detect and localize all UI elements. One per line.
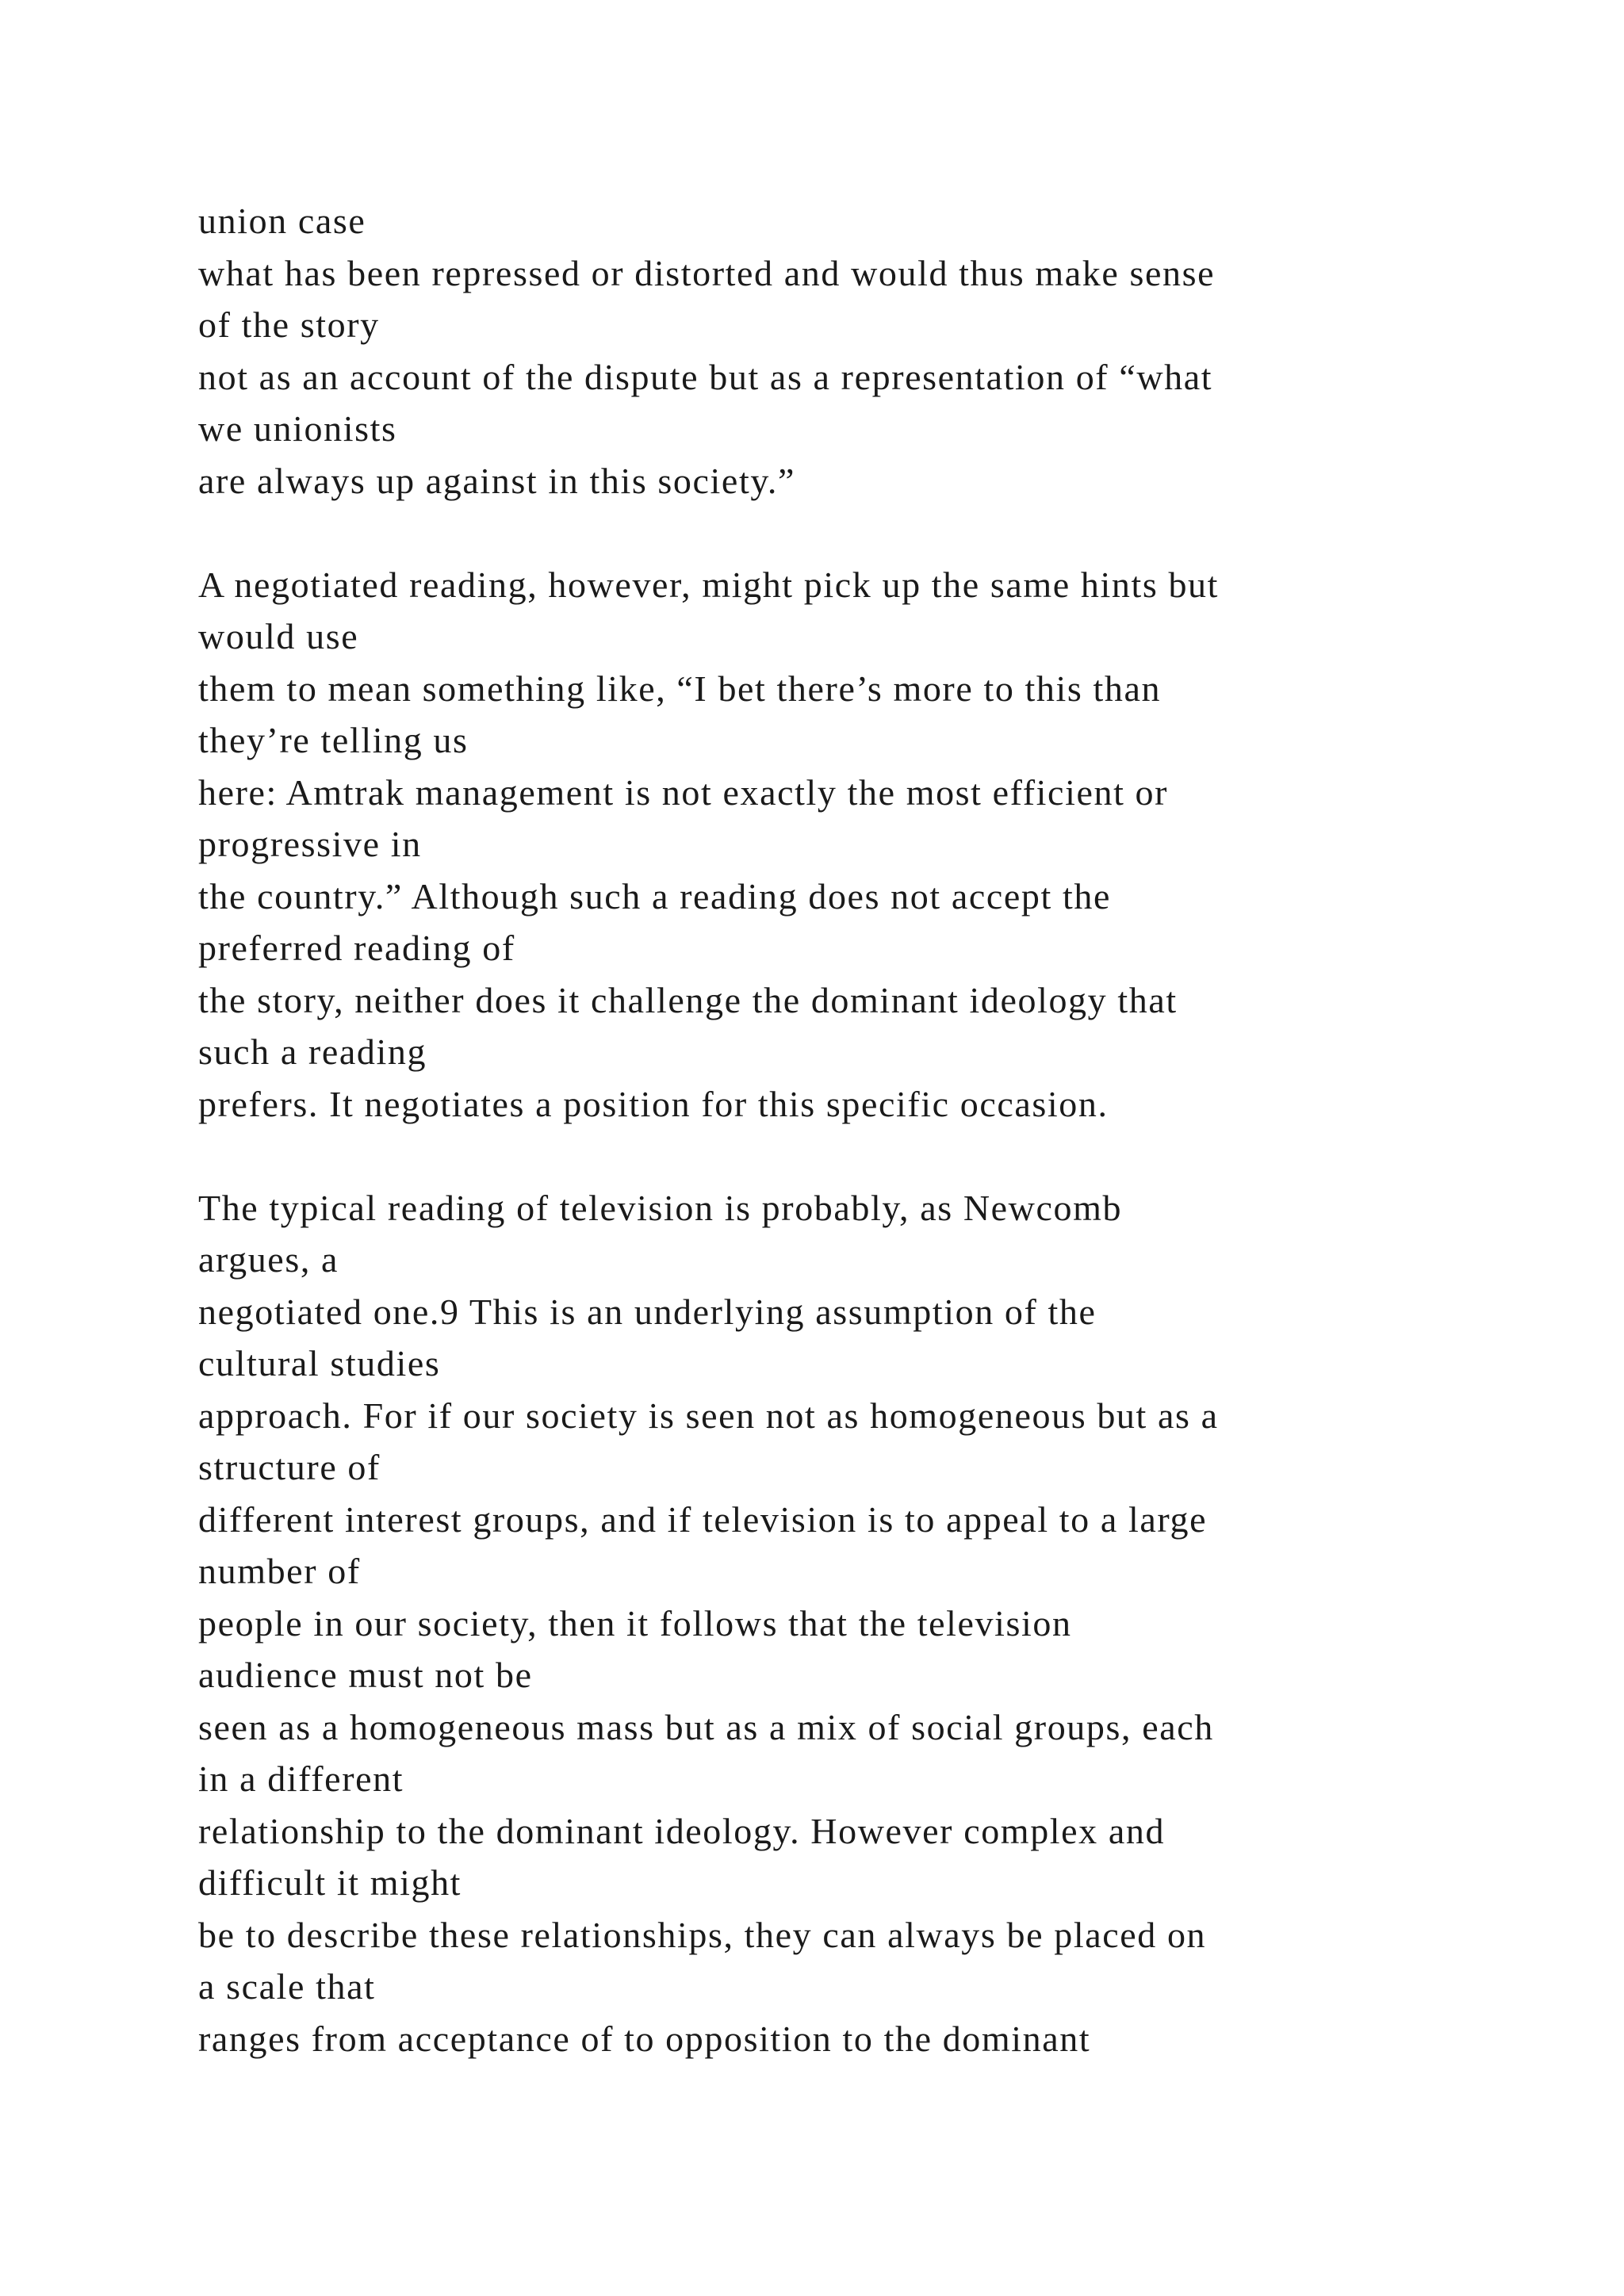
text-line: preferred reading of bbox=[198, 928, 515, 968]
text-line: number of bbox=[198, 1551, 361, 1591]
text-line: of the story bbox=[198, 304, 380, 345]
text-line: what has been repressed or distorted and would thus make sense bbox=[198, 252, 1216, 293]
text-line: the story, neither does it challenge the dominant ideology that bbox=[198, 979, 1178, 1020]
text-line: negotiated one.9 This is an underlying assumption of the bbox=[198, 1291, 1097, 1332]
text-line: such a reading bbox=[198, 1031, 427, 1072]
text-line: we unionists bbox=[198, 408, 397, 449]
text-line: structure of bbox=[198, 1447, 381, 1487]
text-line: them to mean something like, “I bet there’s more to this than bbox=[198, 668, 1162, 709]
text-line: people in our society, then it follows that the television bbox=[198, 1602, 1072, 1644]
body-text bbox=[198, 195, 1546, 2064]
text-line: ranges from acceptance of to opposition to the dominant bbox=[198, 2018, 1091, 2059]
text-line: prefers. It negotiates a position for this specific occasion. bbox=[198, 1083, 1109, 1124]
text-line: seen as a homogeneous mass but as a mix of social groups, each bbox=[198, 1706, 1214, 1747]
text-line: audience must not be bbox=[198, 1655, 533, 1695]
text-line: The typical reading of television is probably, as Newcomb bbox=[198, 1187, 1123, 1228]
text-line: the country.” Although such a reading does not accept the bbox=[198, 875, 1111, 916]
text-line: be to describe these relationships, they can always be placed on bbox=[198, 1914, 1207, 1955]
paragraph bbox=[198, 1182, 1546, 2065]
paragraph-spacer bbox=[198, 1130, 1546, 1182]
text-line: here: Amtrak management is not exactly the most efficient or bbox=[198, 771, 1169, 813]
text-line: they’re telling us bbox=[198, 720, 469, 760]
text-line: approach. For if our society is seen not as homogeneous but as a bbox=[198, 1395, 1219, 1436]
text-line: A negotiated reading, however, might pick up the same hints but bbox=[198, 564, 1220, 605]
text-line: would use bbox=[198, 616, 359, 656]
paragraph bbox=[198, 195, 1546, 507]
text-line: union case bbox=[198, 201, 366, 241]
text-line: difficult it might bbox=[198, 1862, 462, 1903]
text-line: are always up against in this society.” bbox=[198, 460, 796, 501]
text-line: not as an account of the dispute but as a representation of “what bbox=[198, 356, 1213, 397]
text-line: argues, a bbox=[198, 1239, 339, 1280]
text-line: progressive in bbox=[198, 824, 422, 864]
text-line: relationship to the dominant ideology. However complex and bbox=[198, 1810, 1166, 1851]
text-line: different interest groups, and if television is to appeal to a large bbox=[198, 1498, 1208, 1540]
text-line: in a different bbox=[198, 1758, 404, 1799]
text-line: cultural studies bbox=[198, 1343, 441, 1383]
paragraph-spacer bbox=[198, 507, 1546, 559]
paragraph bbox=[198, 559, 1546, 1131]
text-line: a scale that bbox=[198, 1966, 376, 2007]
